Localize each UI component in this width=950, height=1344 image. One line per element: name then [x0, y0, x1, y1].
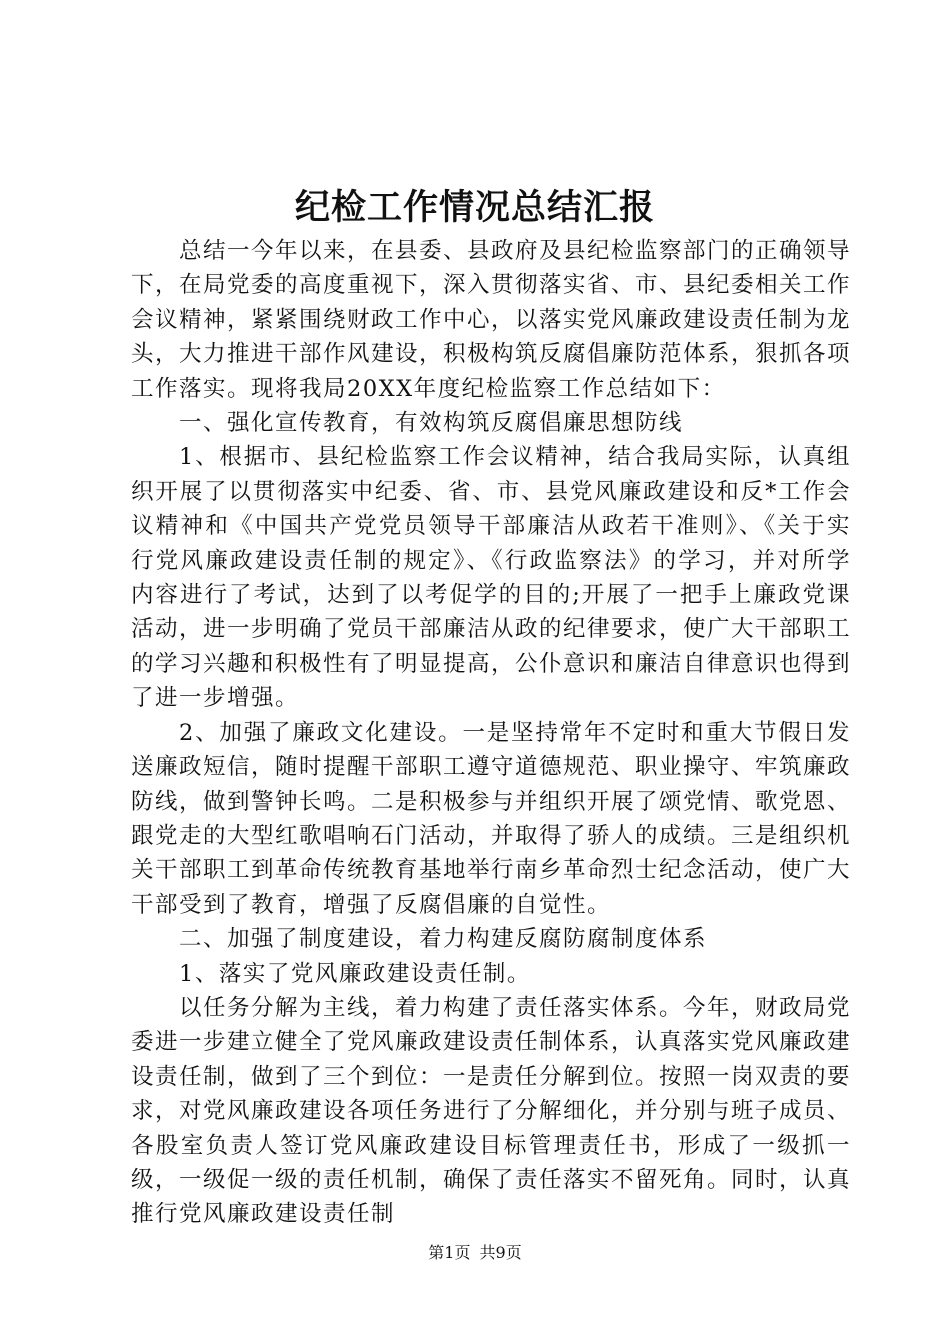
document-body: [131, 234, 851, 1232]
section-heading-1: 一、强化宣传教育，有效构筑反腐倡廉思想防线: [179, 410, 684, 437]
page-number: 第1页: [428, 1243, 471, 1262]
document-title: 纪检工作情况总结汇报: [294, 187, 655, 228]
paragraph-intro: 总结一今年以来，在县委、县政府及县纪检监察部门的正确领导下，在局党委的高度重视下，深入贯彻落实省、市、县纪委相关工作会议精神，紧紧围绕财政工作中心，以落实党风廉政建设责任制为龙头，大力推进干部作风建设，积极构筑反腐倡廉防范体系，狠抓各项工作落实。现将我局20XX年度纪检监察工作总结如下：: [131, 238, 852, 402]
paragraph-1-1: 1、根据市、县纪检监察工作会议精神，结合我局实际，认真组织开展了以贯彻落实中纪委、省、市、县党风廉政建设和反*工作会议精神和《中国共产党党员领导干部廉洁从政若干准则》、《关于实行党风廉政建设责任制的规定》、《行政监察法》的学习，并对所学内容进行了考试，达到了以考促学的目的;开展了一把手上廉政党课活动，进一步明确了党员干部廉洁从政的纪律要求，使广大干部职工的学习兴趣和积极性有了明显提高，公仆意识和廉洁自律意识也得到了进一步增强。: [131, 444, 852, 712]
paragraph-2-1: 以任务分解为主线，着力构建了责任落实体系。今年，财政局党委进一步建立健全了党风廉政建设责任制体系，认真落实党风廉政建设责任制，做到了三个到位：一是责任分解到位。按照一岗双责的要求，对党风廉政建设各项任务进行了分解细化，并分别与班子成员、各股室负责人签订党风廉政建设目标管理责任书，形成了一级抓一级，一级促一级的责任机制，确保了责任落实不留死角。同时，认真推行党风廉政建设责任制: [131, 994, 852, 1228]
section-heading-2: 二、加强了制度建设，着力构建反腐防腐制度体系: [179, 926, 708, 953]
page-footer: [0, 1242, 950, 1264]
subsection-heading-2-1: 1、落实了党风廉政建设责任制。: [179, 960, 531, 987]
paragraph-1-2: 2、加强了廉政文化建设。一是坚持常年不定时和重大节假日发送廉政短信，随时提醒干部职工遵守道德规范、职业操守、牢筑廉政防线，做到警钟长鸣。二是积极参与并组织开展了颂党情、歌党恩、跟党走的大型红歌唱响石门活动，并取得了骄人的成绩。三是组织机关干部职工到革命传统教育基地举行南乡革命烈士纪念活动，使广大干部受到了教育，增强了反腐倡廉的自觉性。: [131, 719, 852, 918]
page-total: 共9页: [479, 1243, 522, 1262]
